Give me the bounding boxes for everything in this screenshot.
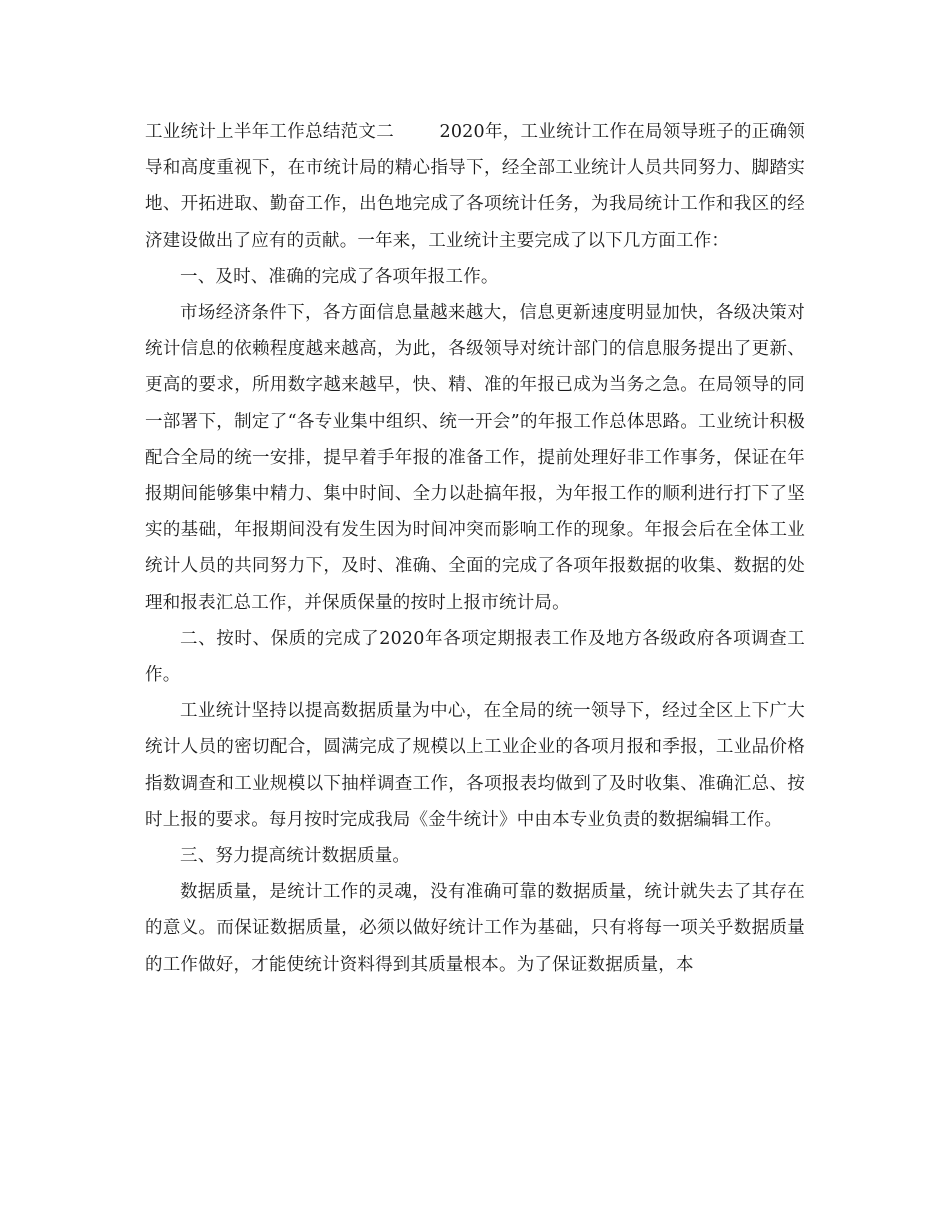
section-heading-3: 三、努力提高统计数据质量。	[180, 846, 411, 867]
document-page	[145, 114, 805, 983]
body-paragraph-3: 数据质量，是统计工作的灵魂，没有准确可靠的数据质量，统计就失去了其存在的意义。而保证数据质量，必须以做好统计工作为基础，只有将每一项关乎数据质量的工作做好，才能使统计资料得到其质量根本。为了保证数据质量，本	[145, 882, 805, 975]
document-title: 工业统计上半年工作总结范文二	[145, 122, 395, 142]
section-heading-2: 二、按时、保质的完成了2020年各项定期报表工作及地方各级政府各项调查工作。	[145, 628, 805, 686]
paragraph-text: 2020年，工业统计工作在局领导班子的正确领导和高度重视下，在市统计局的精心指导下，经全部工业统计人员共同努力、脚踏实地、开拓进取、勤奋工作，出色地完成了各项统计任务，为我局统计工作和我区的经济建设做出了应有的贡献。一年来，工业统计主要完成了以下几方面工作：	[145, 122, 805, 251]
body-paragraph-1: 市场经济条件下，各方面信息量越来越大，信息更新速度明显加快，各级决策对统计信息的依赖程度越来越高，为此，各级领导对统计部门的信息服务提出了更新、更高的要求，所用数字越来越早，快、精、准的年报已成为当务之急。在局领导的同一部署下，制定了“各专业集中组织、统一开会”的年报工作总体思路。工业统计积极配合全局的统一安排，提早着手年报的准备工作，提前处理好非工作事务，保证在年报期间能够集中精力、集中时间、全力以赴搞年报，为年报工作的顺利进行打下了坚实的基础，年报期间没有发生因为时间冲突而影响工作的现象。年报会后在全体工业统计人员的共同努力下，及时、准确、全面的完成了各项年报数据的收集、数据的处理和报表汇总工作，并保质保量的按时上报市统计局。	[145, 303, 805, 613]
body-paragraph-2: 工业统计坚持以提高数据质量为中心，在全局的统一领导下，经过全区上下广大统计人员的密切配合，圆满完成了规模以上工业企业的各项月报和季报，工业品价格指数调查和工业规模以下抽样调查工作，各项报表均做到了及时收集、准确汇总、按时上报的要求。每月按时完成我局《金牛统计》中由本专业负责的数据编辑工作。	[145, 701, 805, 830]
section-heading-1: 一、及时、准确的完成了各项年报工作。	[180, 266, 499, 287]
intro-paragraph	[145, 114, 805, 259]
